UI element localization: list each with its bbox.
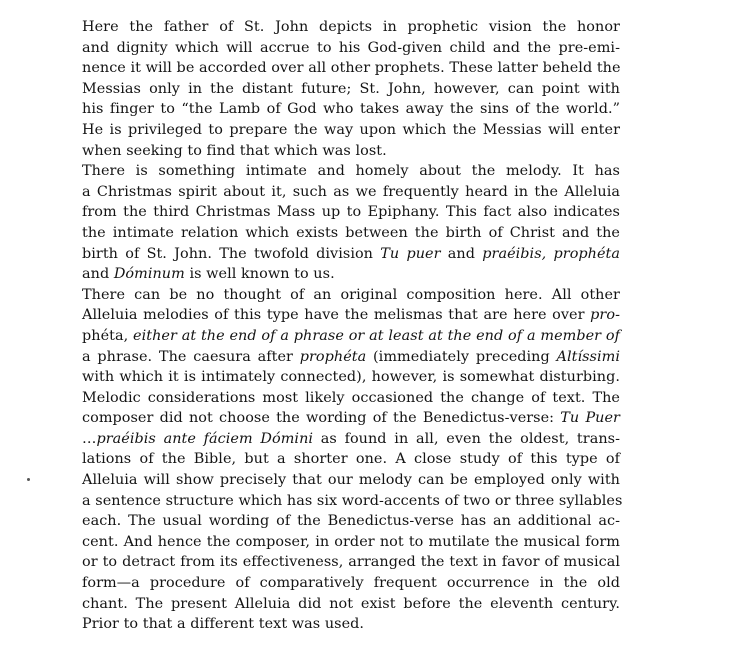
text-line — [45, 244, 620, 265]
text-line — [45, 38, 620, 59]
text-run: (immediately preceding — [366, 348, 557, 365]
text-run: from the third Christmas Mass up to Epiphany. This fact also indicates — [82, 204, 620, 221]
text-run: his finger to “the Lamb of God who takes away the sins of the world.” — [82, 101, 620, 118]
text-run: chant. The present Alleluia did not exist before the eleventh century. — [82, 595, 620, 612]
italic-text: Altíssimi — [556, 348, 620, 365]
text-run: … — [82, 430, 97, 447]
text-run: the intimate relation which exists between the birth of Christ and the — [82, 224, 620, 241]
text-run: Alleluia will show precisely that our melody can be employed only with — [82, 472, 620, 489]
text-run: a phrase. The caesura after — [82, 348, 300, 365]
text-run: phéta, — [82, 327, 129, 344]
text-line — [45, 449, 620, 470]
text-run: Messias only in the distant future; St. John, however, can point with — [82, 80, 620, 97]
text-line — [45, 594, 620, 615]
document-page — [45, 17, 623, 635]
text-line — [45, 388, 620, 409]
text-run: Prior to that a different text was used. — [82, 616, 365, 633]
text-run: a Christmas spirit about it, such as we frequently heard in the Alleluia — [82, 183, 620, 200]
document-body-text — [45, 17, 623, 635]
text-line — [45, 408, 620, 429]
text-run: and — [82, 266, 114, 283]
paragraph — [45, 161, 620, 285]
text-run: birth of St. John. The twofold division — [82, 245, 381, 262]
text-line — [45, 161, 620, 182]
text-line — [45, 429, 620, 450]
text-run: lations of the Bible, but a shorter one. A close study of this type of — [82, 451, 620, 468]
text-line — [45, 264, 620, 285]
text-run: form—a procedure of comparatively frequent occurrence in the old — [82, 575, 620, 592]
italic-text: prophéta — [299, 348, 367, 365]
text-run: There can be no thought of an original composition here. All other — [82, 286, 620, 303]
text-run: There is something intimate and homely about the melody. It has — [82, 163, 620, 180]
text-line — [45, 120, 620, 141]
text-run: nence it will be accorded over all other prophets. These latter beheld the — [82, 60, 621, 77]
stray-dot-mark — [27, 478, 30, 481]
text-run: Melodic considerations most likely occasioned the change of text. The — [82, 389, 620, 406]
text-run: He is privileged to prepare the way upon which the Messias will enter — [82, 121, 620, 138]
italic-text: either at the end of a phrase or at least at the end of a member of — [128, 327, 620, 344]
text-run: cent. And hence the composer, in order not to mutilate the musical form — [82, 533, 620, 550]
text-line — [45, 305, 620, 326]
text-run: or to detract from its effectiveness, arranged the text in favor of musical — [82, 554, 620, 571]
text-line — [45, 79, 620, 100]
italic-text: Tu puer — [380, 245, 441, 262]
italic-text: pro- — [590, 307, 620, 324]
text-line — [45, 532, 620, 553]
text-line — [45, 347, 620, 368]
text-line — [45, 99, 620, 120]
italic-text: praéibis ante fáciem Dómini — [96, 430, 314, 447]
italic-text: Dóminum — [113, 266, 185, 283]
text-run: composer did not choose the wording of the Benedictus-verse: — [82, 410, 561, 427]
text-line — [45, 552, 620, 573]
text-run: Alleluia melodies of this type have the melismas that are here over — [82, 307, 591, 324]
text-line — [45, 58, 620, 79]
paragraph — [45, 285, 623, 635]
text-run: and — [440, 245, 483, 262]
italic-text: praéibis, prophéta — [482, 245, 621, 262]
text-line — [45, 511, 620, 532]
text-line — [45, 614, 620, 635]
text-run: and dignity which will accrue to his God-given child and the pre-emi- — [82, 39, 620, 56]
text-line — [45, 326, 620, 347]
text-line — [45, 470, 620, 491]
text-line — [45, 491, 623, 512]
text-line — [45, 367, 620, 388]
text-line — [45, 141, 620, 162]
text-line — [45, 573, 620, 594]
text-run: is well known to us. — [184, 266, 335, 283]
text-run: each. The usual wording of the Benedictus-verse has an additional ac- — [82, 513, 620, 530]
text-line — [45, 223, 620, 244]
text-run: a sentence structure which has six word-accents of two or three syllables — [82, 492, 623, 509]
text-run: Here the father of St. John depicts in prophetic vision the honor — [82, 19, 620, 35]
text-line — [45, 285, 620, 306]
text-line — [45, 202, 620, 223]
paragraph — [45, 17, 620, 161]
text-run: with which it is intimately connected), however, is somewhat disturbing. — [82, 369, 620, 386]
text-run: when seeking to find that which was lost. — [82, 142, 387, 159]
text-run: as found in all, even the oldest, trans- — [313, 430, 620, 447]
text-line — [45, 17, 620, 38]
italic-text: Tu Puer — [560, 410, 620, 427]
text-line — [45, 182, 620, 203]
